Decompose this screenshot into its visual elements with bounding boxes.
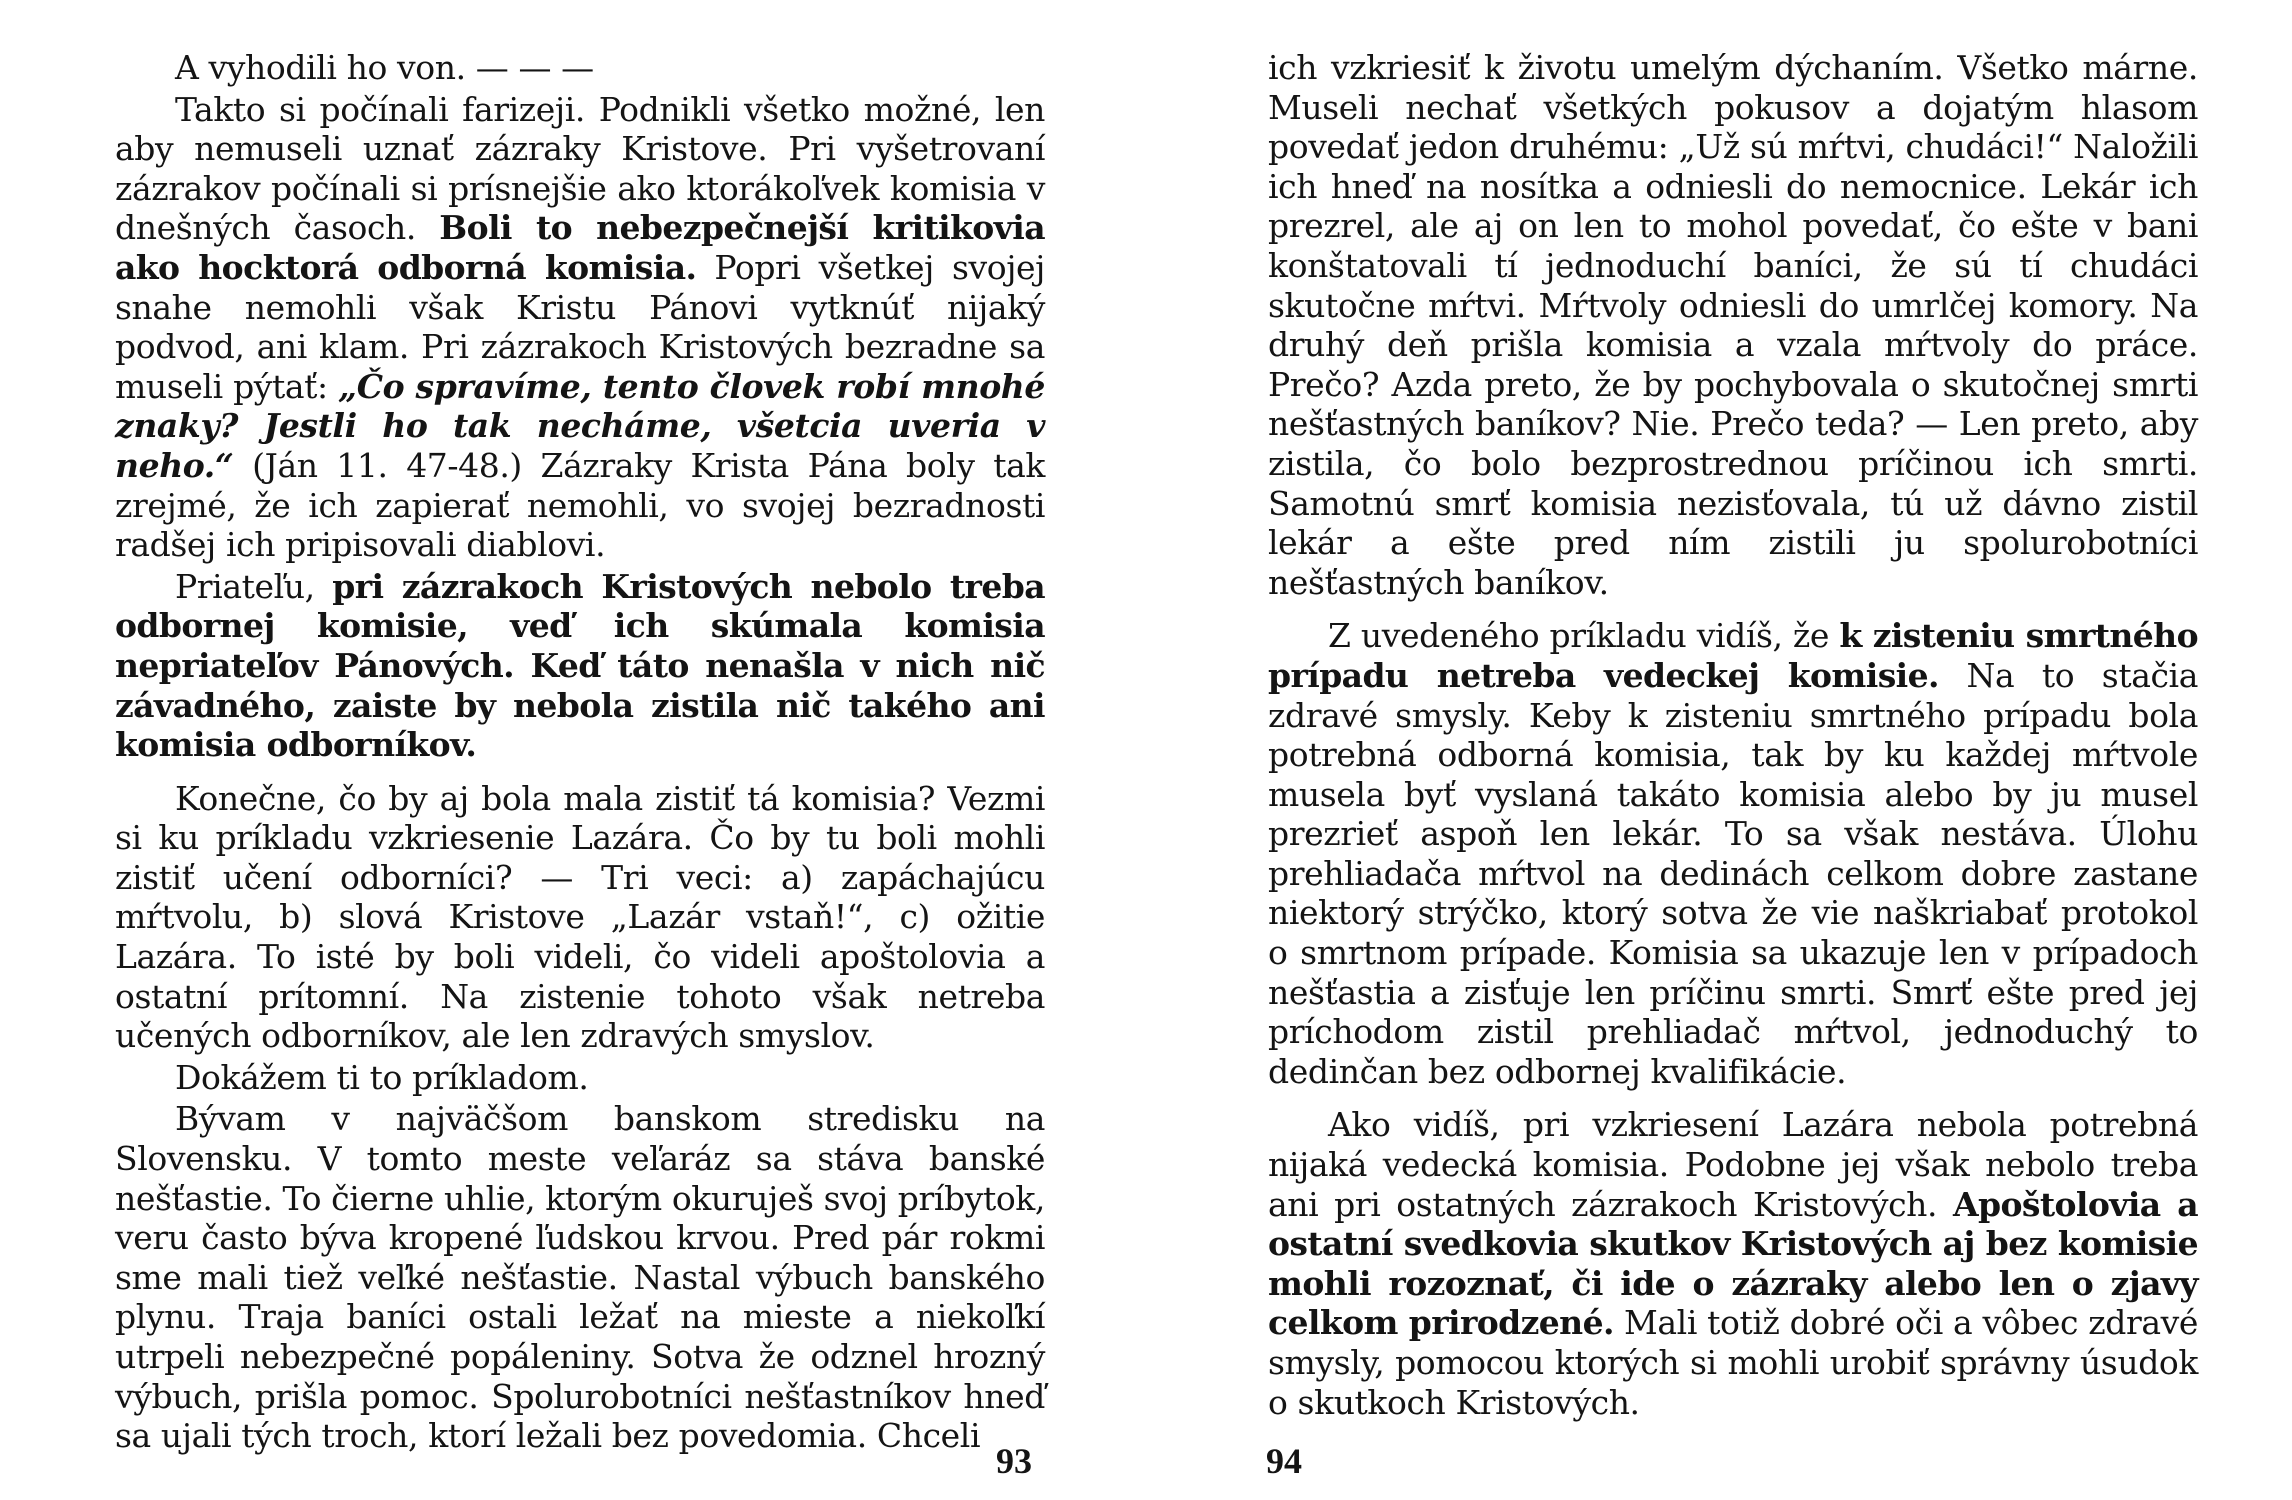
- paragraph: [115, 1099, 1045, 1455]
- bold-text: k zisteniu smrtného prípadu netreba vedeckej komisie.: [1268, 616, 2198, 695]
- paragraph: [115, 48, 1045, 88]
- text-run: Takto si počínali farizeji. Podnikli všetko možné, len aby nemuseli uznať zázraky Kristove. Pri vyšetrovaní zázrakov počínali si prísnejšie ako ktorákoľvek komisia v dnešných časoch.: [115, 89, 1045, 248]
- paragraph: [115, 779, 1045, 1056]
- text-run: Konečne, čo by aj bola mala zistiť tá komisia? Vezmi si ku príkladu vzkriesenie Lazára. Čo by tu boli mohli zistiť učení odborníci? — Tri veci: a) zapáchajúcu mŕtvolu, b) slová Kristove „Lazár vstaň!“, c) ožitie Lazára. To isté by boli videli, čo videli apoštolovia a ostatní prítomní. Na zistenie tohoto však netreba učených odborníkov, ale len zdravých smyslov.: [115, 778, 1045, 1056]
- bold-text: Boli to nebezpečnejší kritikovia ako hocktorá odborná komisia.: [115, 208, 1045, 287]
- text-run: Dokážem ti to príkladom.: [175, 1057, 589, 1097]
- page-number: 94: [1266, 1441, 1302, 1481]
- text-run: A vyhodili ho von. — — —: [175, 48, 594, 87]
- left-page: [115, 48, 1045, 1458]
- right-page: [1268, 48, 2198, 1436]
- text-run: Ako vidíš, pri vzkriesení Lazára nebola potrebná nijaká vedecká komisia. Podobne jej však nebolo treba ani pri ostatných zázrakoch Kristových.: [1268, 1105, 2198, 1224]
- paragraph: [115, 1058, 1045, 1098]
- text-run: (Ján 11. 47-48.) Zázraky Krista Pána boly tak zrejmé, že ich zapierať nemohli, vo svojej bezradnosti radšej ich pripisovali diablovi.: [115, 445, 1045, 565]
- text-run: Na to stačia zdravé smysly. Keby k zisteniu smrtného prípadu bola potrebná odborná komisia, tak by ku každej mŕtvole musela byť vyslaná takáto komisia alebo by ju musel prezrieť aspoň len lekár. To sa však nestáva. Úlohu prehliadača mŕtvol na dedinách celkom dobre zastane niektorý strýčko, ktorý sotva že vie naškriabať protokol o smrtnom prípade. Komisia sa ukazuje len v prípadoch nešťastia a zisťuje len príčinu smrti. Smrť ešte pred jej príchodom zistil prehliadač mŕtvol, jednoduchý to dedinčan bez odbornej kvalifikácie.: [1268, 655, 2198, 1091]
- bold-text: pri zázrakoch Kristových nebolo treba odbornej komisie, veď ich skúmala komisia nepriateľov Pánových. Keď táto nenašla v nich nič závadného, zaiste by nebola zistila nič takého ani komisia odborníkov.: [115, 566, 1045, 765]
- text-run: Priateľu,: [175, 566, 333, 606]
- italic-quote: „Čo spravíme, tento človek robí mnohé znaky? Jestli ho tak necháme, všetcia uveria v neho.“: [115, 366, 1045, 485]
- paragraph: [1268, 1105, 2198, 1422]
- paragraph: [115, 567, 1045, 765]
- paragraph: [1268, 48, 2198, 602]
- paragraph: [1268, 616, 2198, 1091]
- text-run: Bývam v najväčšom banskom stredisku na Slovensku. V tomto meste veľaráz sa stáva banské nešťastie. To čierne uhlie, ktorým okuruješ svoj príbytok, veru často býva kropené ľudskou krvou. Pred pár rokmi sme mali tiež veľké nešťastie. Nastal výbuch banského plynu. Traja baníci ostali ležať na mieste a niekoľkí utrpeli nebezpečné popáleniny. Sotva že odznel hrozný výbuch, prišla pomoc. Spolurobotníci nešťastníkov hneď sa ujali tých troch, ktorí ležali bez povedomia. Chceli: [115, 1099, 1045, 1456]
- bold-text: Apoštolovia a ostatní svedkovia skutkov Kristových aj bez komisie mohli rozoznať, či ide o zázraky alebo len o zjavy celkom prirodzené.: [1268, 1184, 2198, 1343]
- text-run: ich vzkriesiť k životu umelým dýchaním. Všetko márne. Museli nechať všetkých pokusov a dojatým hlasom povedať jedon druhému: „Už sú mŕtvi, chudáci!“ Naložili ich hneď na nosítka a odniesli do nemocnice. Lekár ich prezrel, ale aj on len to mohol povedať, čo ešte v bani konštatovali tí jednoduchí baníci, že sú tí chudáci skutočne mŕtvi. Mŕtvoly odniesli do umrlčej komory. Na druhý deň prišla komisia a vzala mŕtvoly do práce. Prečo? Azda preto, že by pochybovala o skutočnej smrti nešťastných baníkov? Nie. Prečo teda? — Len preto, aby zistila, čo bolo bezprostrednou príčinou ich smrti. Samotnú smrť komisia nezisťovala, tú už dávno zistil lekár a ešte pred ním zistili ju spolurobotníci nešťastných baníkov.: [1268, 48, 2198, 602]
- paragraph: [115, 90, 1045, 565]
- page-number: 93: [996, 1441, 1032, 1481]
- text-run: Popri všetkej svojej snahe nemohli však Kristu Pánovi vytknúť nijaký podvod, ani klam. Pri zázrakoch Kristových bezradne sa museli pýtať:: [115, 247, 1045, 406]
- text-run: Z uvedeného príkladu vidíš, že: [1328, 616, 1840, 656]
- text-run: Mali totiž dobré oči a vôbec zdravé smysly, pomocou ktorých si mohli urobiť správny úsudok o skutkoch Kristových.: [1268, 1303, 2198, 1422]
